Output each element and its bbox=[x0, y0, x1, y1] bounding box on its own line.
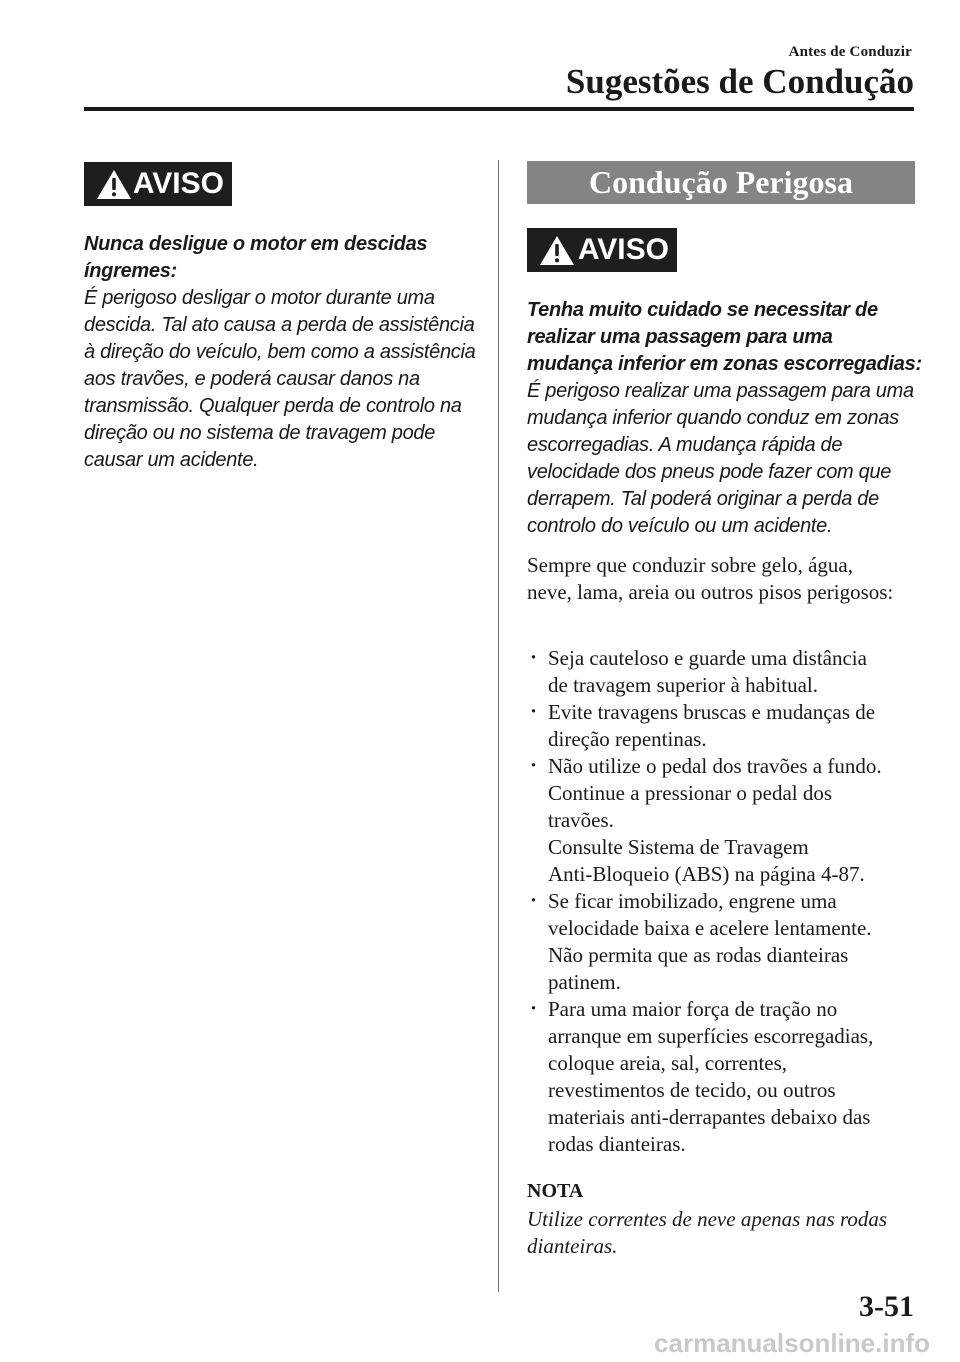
header-rule bbox=[84, 107, 914, 111]
list-item-line: arranque em superfícies escorregadias, bbox=[548, 1024, 874, 1048]
warning-triangle-icon bbox=[539, 235, 575, 266]
warning-text bbox=[84, 231, 480, 474]
list-item bbox=[527, 888, 927, 996]
header-chapter: Antes de Conduzir bbox=[788, 44, 912, 60]
list-item-line: velocidade baixa e acelere lentamente. bbox=[548, 916, 872, 940]
warning-lead-line: íngremes: bbox=[84, 260, 177, 282]
list-item-line: Consulte Sistema de Travagem bbox=[548, 835, 809, 859]
warning-lead-line: realizar uma passagem para uma bbox=[527, 326, 833, 348]
warning-body: É perigoso realizar uma passagem para uma mudança inferior quando conduz em zonas escorregadias. A mudança rápida de velocidade dos pneus pode fazer com que derrapem. Tal poderá originar a perda de controlo do veículo ou um acidente. bbox=[527, 380, 914, 537]
list-item-line: rodas dianteiras. bbox=[548, 1132, 686, 1156]
warning-badge bbox=[527, 228, 677, 272]
list-item-line: · Evite travagens bruscas e mudanças de bbox=[548, 700, 876, 724]
bullet-list bbox=[527, 645, 927, 1158]
list-item-line: · Se ficar imobilizado, engrene uma bbox=[548, 889, 837, 913]
list-item-line: de travagem superior à habitual. bbox=[548, 673, 818, 697]
section-title: Condução Perigosa bbox=[527, 161, 915, 204]
warning-badge bbox=[84, 162, 232, 206]
warning-lead-line: Nunca desligue o motor em descidas bbox=[84, 233, 428, 255]
list-item-line: Anti-Bloqueio (ABS) na página 4-87. bbox=[548, 862, 865, 886]
list-item bbox=[527, 753, 927, 888]
warning-badge-label: AVISO bbox=[132, 167, 224, 200]
list-item bbox=[527, 645, 927, 699]
list-item-line: materiais anti-derrapantes debaixo das bbox=[548, 1105, 871, 1129]
list-item-line: · Seja cauteloso e guarde uma distância bbox=[548, 646, 867, 670]
list-item-line: travões. bbox=[548, 808, 614, 832]
list-item-line: revestimentos de tecido, ou outros bbox=[548, 1078, 836, 1102]
list-item-line: patinem. bbox=[548, 970, 621, 994]
list-item bbox=[527, 699, 927, 753]
intro-text: Sempre que conduzir sobre gelo, água, neve, lama, areia ou outros pisos perigosos: bbox=[527, 553, 894, 604]
warning-body: É perigoso desligar o motor durante uma descida. Tal ato causa a perda de assistência à direção do veículo, bem como a assistência aos travões, e poderá causar danos na transmissão. Qualquer perda de controlo na direção ou no sistema de travagem pode causar um acidente. bbox=[84, 287, 476, 471]
list-item-line: Continue a pressionar o pedal dos bbox=[548, 781, 833, 805]
warning-triangle-icon bbox=[96, 169, 132, 200]
header-section-title: Sugestões de Condução bbox=[565, 62, 914, 101]
list-item-line: · Não utilize o pedal dos travões a fundo. bbox=[548, 754, 882, 778]
list-item-line: coloque areia, sal, correntes, bbox=[548, 1051, 788, 1075]
intro-paragraph bbox=[527, 552, 897, 606]
list-item-line: · Para uma maior força de tração no bbox=[548, 997, 838, 1021]
warning-lead-line: mudança inferior em zonas escorregadias: bbox=[527, 353, 922, 375]
warning-text bbox=[527, 297, 927, 540]
list-item-line: direção repentinas. bbox=[548, 727, 707, 751]
note-text: Utilize correntes de neve apenas nas rodas dianteiras. bbox=[527, 1207, 888, 1258]
watermark: carmanualsonline.info bbox=[654, 1328, 930, 1358]
column-divider bbox=[498, 160, 499, 1292]
warning-lead-line: Tenha muito cuidado se necessitar de bbox=[527, 299, 878, 321]
warning-badge-label: AVISO bbox=[577, 233, 669, 266]
list-item bbox=[527, 996, 927, 1158]
note-heading: NOTA bbox=[527, 1180, 584, 1202]
page-number: 3-51 bbox=[859, 1290, 914, 1323]
list-item-line: Não permita que as rodas dianteiras bbox=[548, 943, 849, 967]
